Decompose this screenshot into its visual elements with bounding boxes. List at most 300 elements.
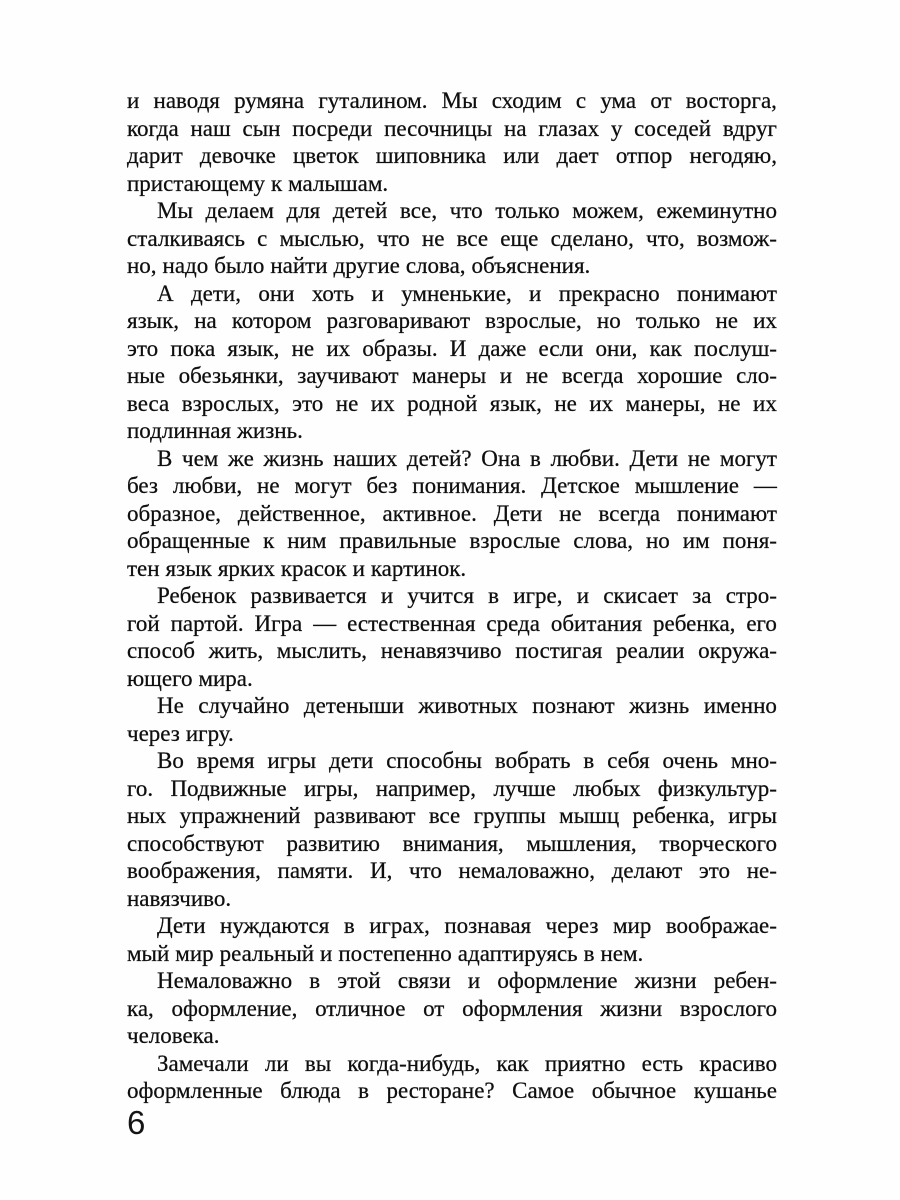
word: объяснения. <box>471 253 591 278</box>
word: скисает <box>603 583 678 608</box>
text-line <box>127 87 777 115</box>
word: ежеминутно <box>656 198 777 223</box>
word: все <box>456 225 489 251</box>
word: или <box>503 143 540 168</box>
word: очень <box>662 748 718 773</box>
word: цветок <box>292 143 359 168</box>
word: не <box>559 500 582 526</box>
text-line <box>127 252 777 280</box>
word: в <box>583 748 595 773</box>
word: можем, <box>572 198 644 223</box>
word: надо <box>162 253 209 278</box>
word: всегда <box>598 500 661 526</box>
word: именно <box>703 693 777 718</box>
word: девочке <box>199 143 276 168</box>
word: понимания. <box>412 473 527 498</box>
word: и <box>127 88 140 113</box>
word: вобрать <box>494 748 571 773</box>
word: не <box>715 308 738 333</box>
word: родной <box>407 390 478 416</box>
word: хоть <box>311 280 355 306</box>
word: дети <box>329 748 374 773</box>
word: жить, <box>208 638 264 663</box>
paragraph <box>127 747 777 912</box>
word: гой <box>127 610 160 636</box>
paragraph <box>127 967 777 1050</box>
word: гуталином. <box>318 88 428 113</box>
word: соседей <box>634 115 712 141</box>
word: прекрасно <box>558 280 660 306</box>
word: этой <box>337 968 381 993</box>
word: игру. <box>185 720 234 746</box>
word: развивается <box>250 583 367 608</box>
word: не- <box>746 858 777 883</box>
word: возмож- <box>696 225 777 251</box>
word: они <box>258 280 295 306</box>
word: но <box>645 528 670 553</box>
word: для <box>286 198 321 223</box>
word: язык, <box>127 308 180 333</box>
word: когда-нибудь, <box>347 1050 481 1076</box>
word: физкультур- <box>657 775 777 801</box>
word: ярких <box>217 555 275 581</box>
word: связи <box>397 968 451 993</box>
word: на <box>504 115 527 141</box>
word: у <box>610 115 623 141</box>
word: жизни <box>600 995 663 1021</box>
word: они, <box>595 335 638 361</box>
word: Дети <box>493 500 543 526</box>
text-line <box>127 445 777 473</box>
word: творческого <box>659 830 777 856</box>
word: воображения, <box>127 858 261 883</box>
word: правильные <box>339 528 457 553</box>
word: детей? <box>406 445 472 471</box>
word: любви. <box>550 445 620 471</box>
word: слова, <box>573 528 634 553</box>
word: могут <box>294 473 352 498</box>
text-line <box>127 362 777 390</box>
word: Она <box>481 445 521 471</box>
word: их <box>753 390 777 416</box>
word: в <box>530 445 541 471</box>
word: и <box>576 583 590 608</box>
page-number: 6 <box>127 1104 146 1141</box>
word: сталкиваясь <box>127 225 245 251</box>
word: слова, <box>405 253 466 278</box>
word: другие <box>333 253 400 278</box>
word: — <box>753 473 777 498</box>
word: Игра <box>254 610 303 636</box>
word: это <box>127 335 159 361</box>
word: только <box>635 308 701 333</box>
word: блюда <box>280 1078 341 1103</box>
word: приятно <box>544 1050 626 1076</box>
word: ума <box>600 88 637 113</box>
text-line <box>127 1022 777 1050</box>
word: заучивают <box>297 363 399 388</box>
word: оформленные <box>127 1078 263 1103</box>
word: мышления, <box>526 830 637 856</box>
word: обитания <box>550 610 643 636</box>
word: от <box>650 88 672 113</box>
text-line <box>127 307 777 335</box>
word: что, <box>646 225 685 251</box>
word: жизнь. <box>237 418 303 443</box>
word: Замечали <box>157 1050 249 1076</box>
word: подлинная <box>127 418 232 443</box>
word: красок <box>280 555 347 581</box>
paragraph <box>127 280 777 445</box>
word: образное, <box>127 500 222 526</box>
word: Немаловажно <box>157 968 293 993</box>
text-line <box>127 390 777 418</box>
word: адаптируясь <box>457 940 578 966</box>
word: взрослые, <box>485 308 582 333</box>
word: обычное <box>591 1078 677 1103</box>
word: нуждаются <box>220 913 330 938</box>
text-line <box>127 995 777 1023</box>
word: мира. <box>198 665 253 691</box>
word: не <box>687 445 711 471</box>
word: за <box>692 583 712 608</box>
word: Дети <box>629 445 679 471</box>
word: картинок. <box>370 555 467 581</box>
word: Ребенок <box>157 583 237 608</box>
word: к <box>271 170 283 196</box>
word: это <box>292 390 324 416</box>
word: И, <box>369 858 393 883</box>
paragraph <box>127 582 777 692</box>
word: учится <box>407 583 474 608</box>
word: есть <box>641 1050 684 1076</box>
text-line <box>127 225 777 253</box>
word: партой. <box>170 610 244 636</box>
word: человека. <box>127 1023 220 1048</box>
word: игры <box>267 748 317 773</box>
text-line <box>127 747 777 775</box>
word: случайно <box>198 693 290 718</box>
word: в <box>488 583 500 608</box>
word: и <box>380 583 394 608</box>
word: их <box>326 335 351 361</box>
text-line <box>127 472 777 500</box>
word: постигая <box>515 638 603 663</box>
word: жизни <box>634 968 697 993</box>
word: их <box>370 390 395 416</box>
word: образы. <box>362 335 438 361</box>
text-line <box>127 527 777 555</box>
word: Во <box>157 748 184 773</box>
word: в <box>309 968 321 993</box>
word: мый <box>127 940 170 966</box>
word: что <box>449 198 483 223</box>
word: взрослых, <box>181 390 280 416</box>
word: Детское <box>541 473 620 498</box>
word: через <box>127 720 180 746</box>
word: ющего <box>127 665 193 691</box>
word: и <box>352 555 365 581</box>
word: И <box>449 335 467 361</box>
word: ребен- <box>713 968 777 993</box>
word: язык, <box>227 335 280 361</box>
text-line <box>127 637 777 665</box>
word: к <box>263 528 275 553</box>
word: не <box>525 363 549 388</box>
word: Мы <box>441 88 478 113</box>
word: мышц <box>559 803 620 828</box>
word: дети, <box>190 280 241 306</box>
text-line <box>127 335 777 363</box>
word: найти <box>270 253 328 278</box>
word: все, <box>399 198 438 223</box>
word: А <box>157 280 174 306</box>
word: только <box>495 198 560 223</box>
word: это <box>698 858 731 883</box>
word: язык, <box>489 390 542 416</box>
word: что <box>409 858 442 883</box>
word: послуш- <box>694 335 777 361</box>
word: кушанье <box>693 1078 777 1103</box>
word: на <box>194 308 217 333</box>
word: ненавязчиво <box>380 638 502 663</box>
word: среда <box>486 610 540 636</box>
word: чем <box>182 445 219 471</box>
word: не <box>291 335 315 361</box>
word: не <box>257 473 280 498</box>
text-line <box>127 417 777 445</box>
word: окружа- <box>698 638 777 663</box>
text-line <box>127 830 777 858</box>
word: наших <box>333 445 398 471</box>
word: но <box>596 308 621 333</box>
word: тен <box>127 555 160 581</box>
word: все <box>428 803 461 828</box>
word: ных <box>127 803 167 828</box>
word: игры <box>728 803 777 828</box>
word: любви, <box>172 473 243 498</box>
paragraph <box>127 445 777 583</box>
word: воображае- <box>665 913 777 938</box>
word: когда <box>127 115 179 141</box>
word: без <box>127 473 158 498</box>
text-line <box>127 555 777 583</box>
word: понимают <box>676 280 777 306</box>
word: хорошие <box>637 363 723 388</box>
word: — <box>313 610 337 636</box>
word: го. <box>127 775 154 801</box>
word: его <box>746 610 777 636</box>
word: навязчиво. <box>127 885 232 911</box>
word: Дети <box>157 913 206 938</box>
text-line <box>127 665 777 693</box>
word: естественная <box>347 610 476 636</box>
text-line <box>127 582 777 610</box>
text-line <box>127 1050 777 1078</box>
word: глазах <box>538 115 600 141</box>
word: от <box>423 995 445 1021</box>
word: обращенные <box>127 528 251 553</box>
word: ресторане? <box>386 1078 495 1103</box>
word: понимают <box>676 500 777 526</box>
word: действенное, <box>237 500 366 526</box>
word: Мы <box>157 198 193 223</box>
word: если <box>538 335 584 361</box>
word: красиво <box>699 1050 777 1076</box>
word: себя <box>607 748 650 773</box>
word: мир <box>175 940 214 966</box>
word: постепенно <box>338 940 452 966</box>
word: пристающему <box>127 170 266 196</box>
word: любых <box>573 775 641 801</box>
word: игры, <box>303 775 359 801</box>
text-line <box>127 775 777 803</box>
word: мир <box>612 913 652 938</box>
text-line <box>127 500 777 528</box>
word: способствуют <box>127 830 264 856</box>
word: мышление <box>634 473 739 498</box>
word: оформление <box>497 968 618 993</box>
word: игре, <box>513 583 563 608</box>
word: вдруг <box>722 115 777 141</box>
word: сын <box>242 115 281 141</box>
word: умненькие, <box>401 280 512 306</box>
word: им <box>682 528 710 553</box>
text-line <box>127 610 777 638</box>
word: всегда <box>561 363 624 388</box>
word: наш <box>190 115 231 141</box>
page-text <box>127 87 777 1105</box>
text-line <box>127 692 777 720</box>
text-line <box>127 197 777 225</box>
word: через <box>545 913 599 938</box>
word: мыслью, <box>279 225 365 251</box>
word: могут <box>719 445 777 471</box>
word: лучше <box>493 775 556 801</box>
word: немаловажно, <box>458 858 596 883</box>
paragraph <box>127 87 777 197</box>
word: взрослого <box>679 995 777 1021</box>
text-line <box>127 280 777 308</box>
word: например, <box>375 775 477 801</box>
word: Самое <box>512 1078 575 1103</box>
word: не <box>554 390 577 416</box>
word: с <box>575 88 587 113</box>
word: отпор <box>615 143 673 168</box>
word: с <box>257 225 268 251</box>
text-line <box>127 802 777 830</box>
word: румяна <box>234 88 305 113</box>
word: развитию <box>286 830 380 856</box>
word: отличное <box>315 995 406 1021</box>
word: ребенка, <box>653 610 736 636</box>
text-line <box>127 912 777 940</box>
text-line <box>127 142 777 170</box>
word: группы <box>473 803 546 828</box>
word: без <box>366 473 398 498</box>
word: было <box>214 253 265 278</box>
paragraph <box>127 197 777 280</box>
word: но, <box>127 253 157 278</box>
word: ребенка, <box>632 803 715 828</box>
word: сходим <box>491 88 562 113</box>
word: в <box>583 940 595 966</box>
word: не <box>335 390 359 416</box>
word: и <box>320 940 333 966</box>
word: посреди <box>292 115 373 141</box>
word: делают <box>611 858 683 883</box>
word: наводя <box>153 88 220 113</box>
paragraph <box>127 912 777 967</box>
word: их <box>589 390 614 416</box>
word: оформление, <box>171 995 298 1021</box>
word: не <box>718 390 741 416</box>
word: мыслить, <box>276 638 368 663</box>
word: песочницы <box>384 115 493 141</box>
word: как <box>649 335 682 361</box>
word: внимания, <box>402 830 504 856</box>
word: даже <box>478 335 527 361</box>
word: вы <box>304 1050 332 1076</box>
word: и <box>467 968 481 993</box>
text-line <box>127 967 777 995</box>
word: в <box>358 1078 369 1103</box>
text-line <box>127 115 777 143</box>
word: детеныши <box>303 693 404 718</box>
text-line <box>127 170 777 198</box>
word: пока <box>170 335 216 361</box>
word: оформления <box>462 995 583 1021</box>
word: малышам. <box>288 170 389 196</box>
word: как <box>496 1050 529 1076</box>
word: манеры, <box>625 390 706 416</box>
word: познавая <box>444 913 532 938</box>
word: дарит <box>127 143 183 168</box>
word: восторга, <box>685 88 777 113</box>
word: и <box>371 280 384 306</box>
word: что <box>376 225 410 251</box>
word: детей <box>332 198 388 223</box>
text-line <box>127 857 777 885</box>
paragraph <box>127 692 777 747</box>
text-line <box>127 720 777 748</box>
word: сделано, <box>550 225 634 251</box>
word: разговаривают <box>326 308 471 333</box>
word: манеры <box>412 363 487 388</box>
word: ним <box>287 528 327 553</box>
word: дает <box>556 143 599 168</box>
word: обезьянки, <box>178 363 284 388</box>
word: упражнений <box>179 803 301 828</box>
word: Подвижные <box>170 775 287 801</box>
word: сло- <box>736 363 777 388</box>
word: способны <box>386 748 482 773</box>
word: познают <box>532 693 615 718</box>
word: способ <box>127 638 196 663</box>
word: ли <box>264 1050 289 1076</box>
word: же <box>228 445 254 471</box>
word: жизнь <box>629 693 690 718</box>
word: жизнь <box>263 445 324 471</box>
word: ные <box>127 363 165 388</box>
word: ка, <box>127 995 154 1021</box>
word: поня- <box>722 528 777 553</box>
word: стро- <box>725 583 777 608</box>
word: взрослые <box>469 528 561 553</box>
word: Не <box>157 693 184 718</box>
text-line <box>127 940 777 968</box>
word: и <box>499 363 513 388</box>
